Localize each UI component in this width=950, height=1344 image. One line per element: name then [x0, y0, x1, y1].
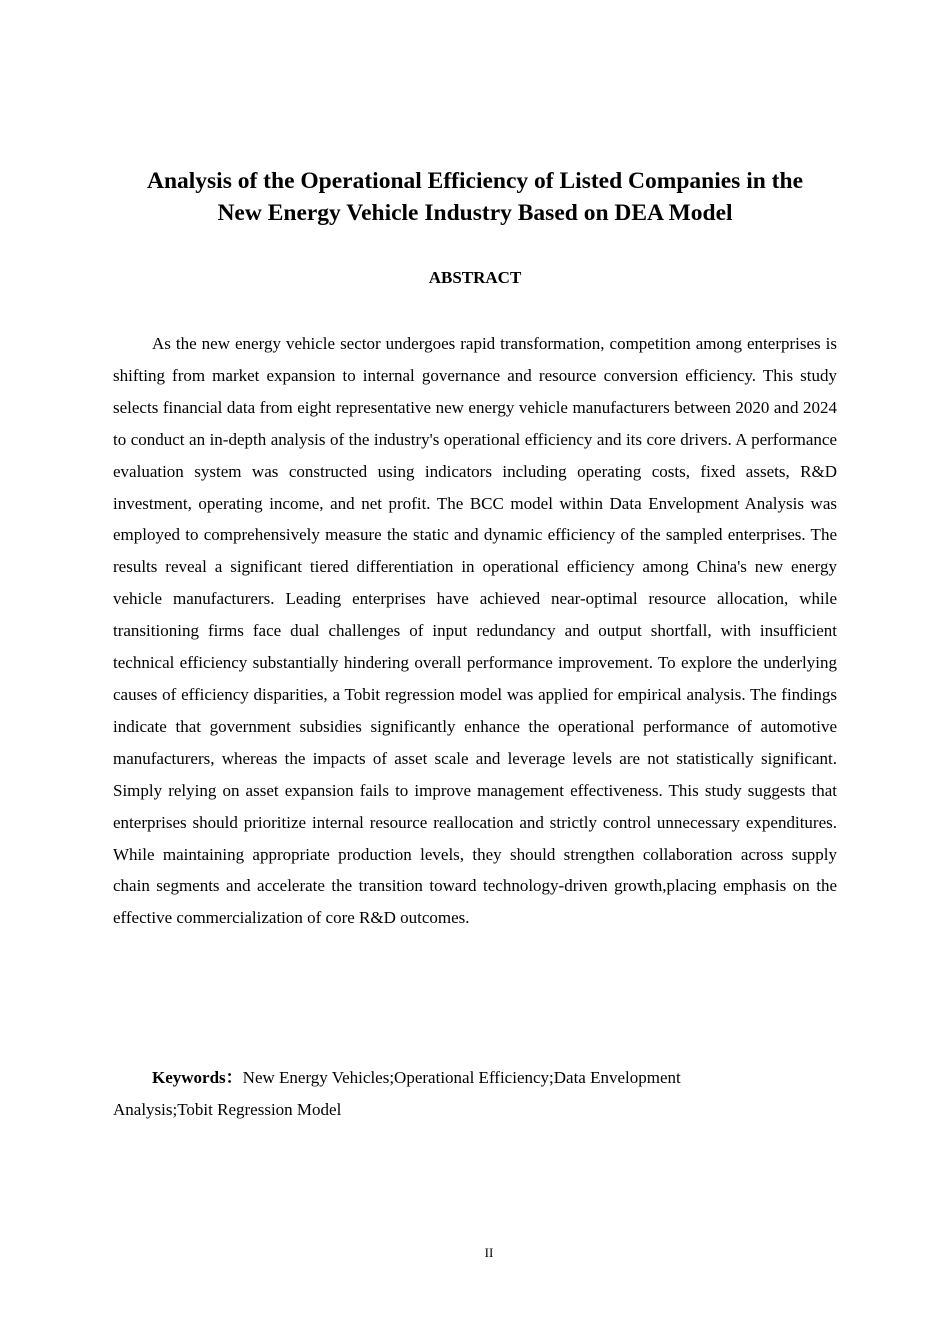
- abstract-heading: ABSTRACT: [428, 268, 522, 287]
- paper-title: [100, 165, 850, 229]
- keywords-line-1: New Energy Vehicles;Operational Efficiency;Data Envelopment: [242, 1068, 681, 1087]
- paper-title-line-1: Analysis of the Operational Efficiency of Listed Companies in the: [146, 168, 804, 194]
- keywords-label: Keywords：: [152, 1068, 243, 1087]
- abstract-body: As the new energy vehicle sector undergoes rapid transformation, competition among enterprises is shifting from market expansion to internal governance and resource conversion efficiency. This study selects financial data from eight representative new energy vehicle manufacturers between 2020 and 2024 to conduct an in-depth analysis of the industry's operational efficiency and its core drivers. A performance evaluation system was constructed using indicators including operating costs, fixed assets, R&D investment, operating income, and net profit. The BCC model within Data Envelopment Analysis was employed to comprehensively measure the static and dynamic efficiency of the sampled enterprises. The results reveal a significant tiered differentiation in operational efficiency among China's new energy vehicle manufacturers. Leading enterprises have achieved near-optimal resource allocation, while transitioning firms face dual challenges of input redundancy and output shortfall, with insufficient technical efficiency substantially hindering overall performance improvement. To explore the underlying causes of efficiency disparities, a Tobit regression model was applied for empirical analysis. The findings indicate that government subsidies significantly enhance the operational performance of automotive manufacturers, whereas the impacts of asset scale and leverage levels are not statistically significant. Simply relying on asset expansion fails to improve management effectiveness. This study suggests that enterprises should prioritize internal resource reallocation and strictly control unnecessary expenditures. While maintaining appropriate production levels, they should strengthen collaboration across supply chain segments and accelerate the transition toward technology-driven growth,placing emphasis on the effective commercialization of core R&D outcomes.: [113, 334, 837, 928]
- paper-title-line-2: New Energy Vehicle Industry Based on DEA Model: [217, 200, 733, 226]
- keywords-line-2: Analysis;Tobit Regression Model: [113, 1099, 342, 1119]
- page-number: II: [484, 1245, 494, 1260]
- keywords-paragraph: [113, 1062, 837, 1126]
